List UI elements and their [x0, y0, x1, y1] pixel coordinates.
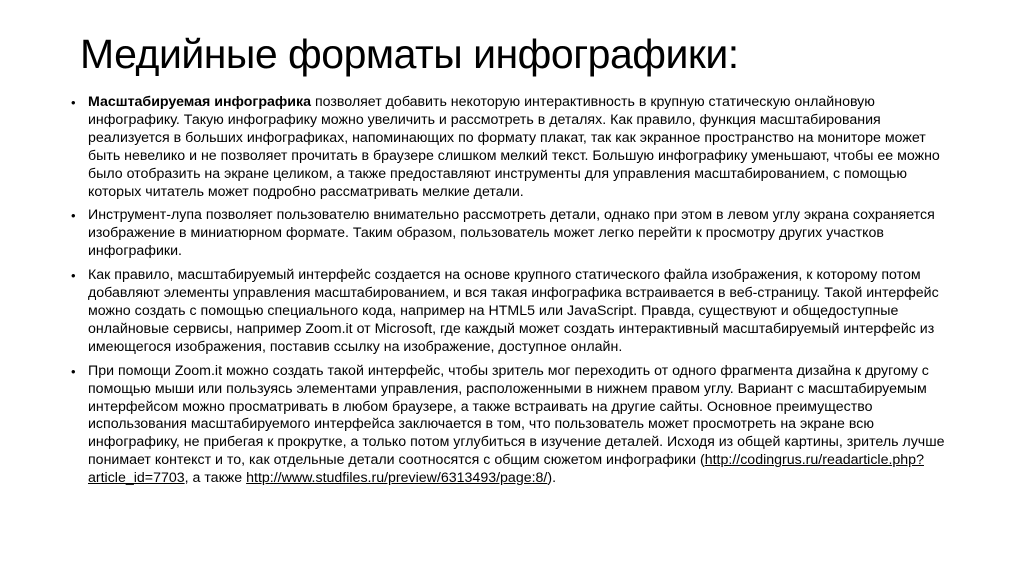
term-scalable-infographic: Масштабируемая инфографика: [88, 94, 312, 110]
source-link-studfiles[interactable]: http://www.studfiles.ru/preview/6313493/page:8/: [246, 470, 548, 487]
bullet-paragraph-3: [62, 267, 952, 357]
slide-title: Медийные форматы инфографики:: [80, 31, 739, 77]
bullet-icon: •: [71, 95, 76, 110]
paragraph-text-end: ).: [547, 470, 557, 487]
paragraph-text: Инструмент-лупа позволяет пользователю внимательно рассмотреть детали, однако при этом в левом углу экрана сохраняется изображение в миниатюрном формате. Таким образом, пользователь может легко перейти к просмотру других участков инфографики.: [88, 207, 935, 260]
bullet-paragraph-4: [62, 363, 952, 488]
bullet-paragraph-1: [62, 94, 952, 201]
paragraph-text-mid: , а также: [184, 470, 247, 487]
bullet-icon: •: [71, 363, 76, 379]
paragraph-text: позволяет добавить некоторую интерактивность в крупную статическую онлайновую инфографику. Такую инфографику можно увеличить и рассмотреть в деталях. Как правило, функция масштабирования реализуется в больших инфографиках, напоминающих по формату плакат, так как экранное пространство на мониторе может быть невелико и не позволяет прочитать в браузере слишком мелкий текст. Большую инфографику уменьшают, чтобы ее можно было отобразить на экране целиком, а также предоставляют инструменты для управления масштабированием, с помощью которых читатель может подробно рассматривать мелкие детали.: [88, 94, 940, 200]
paragraph-text: Как правило, масштабируемый интерфейс создается на основе крупного статического файла изображения, к которому потом добавляют элементы управления масштабированием, и вся такая инфографика встраивается в веб-страницу. Такой интерфейс можно создать с помощью специального кода, например на HTML5 или JavaScript. Правда, существуют и общедоступные онлайновые сервисы, например Zoom.it от Microsoft, где каждый может создать интерактивный масштабируемый интерфейс из имеющегося изображения, поставив ссылку на изображение, доступное онлайн.: [88, 267, 939, 355]
bullet-icon: •: [71, 268, 76, 284]
bullet-icon: •: [71, 208, 76, 224]
bullet-paragraph-2: [62, 207, 952, 261]
source-link-codingrus[interactable]: http://codingrus.ru/readarticle.php?article_id=7703: [88, 452, 924, 487]
slide-content: [62, 94, 952, 494]
paragraph-text: При помощи Zoom.it можно создать такой интерфейс, чтобы зритель мог переходить от одного фрагмента дизайна к другому с помощью мыши или пользуясь элементами управления, расположенными в нижнем правом углу. Вариант с масштабируемым интерфейсом можно просматривать в любом браузере, а также встраивать на другие сайты. Основное преимущество использования масштабируемого интерфейса заключается в том, что пользователь может просмотреть на экране всю инфографику, не прибегая к прокрутке, а только потом углубиться в изучение деталей. Исходя из общей картины, зритель лучше понимает контекст и то, как отдельные детали соотносятся с общим сюжетом инфографики (: [88, 362, 945, 469]
